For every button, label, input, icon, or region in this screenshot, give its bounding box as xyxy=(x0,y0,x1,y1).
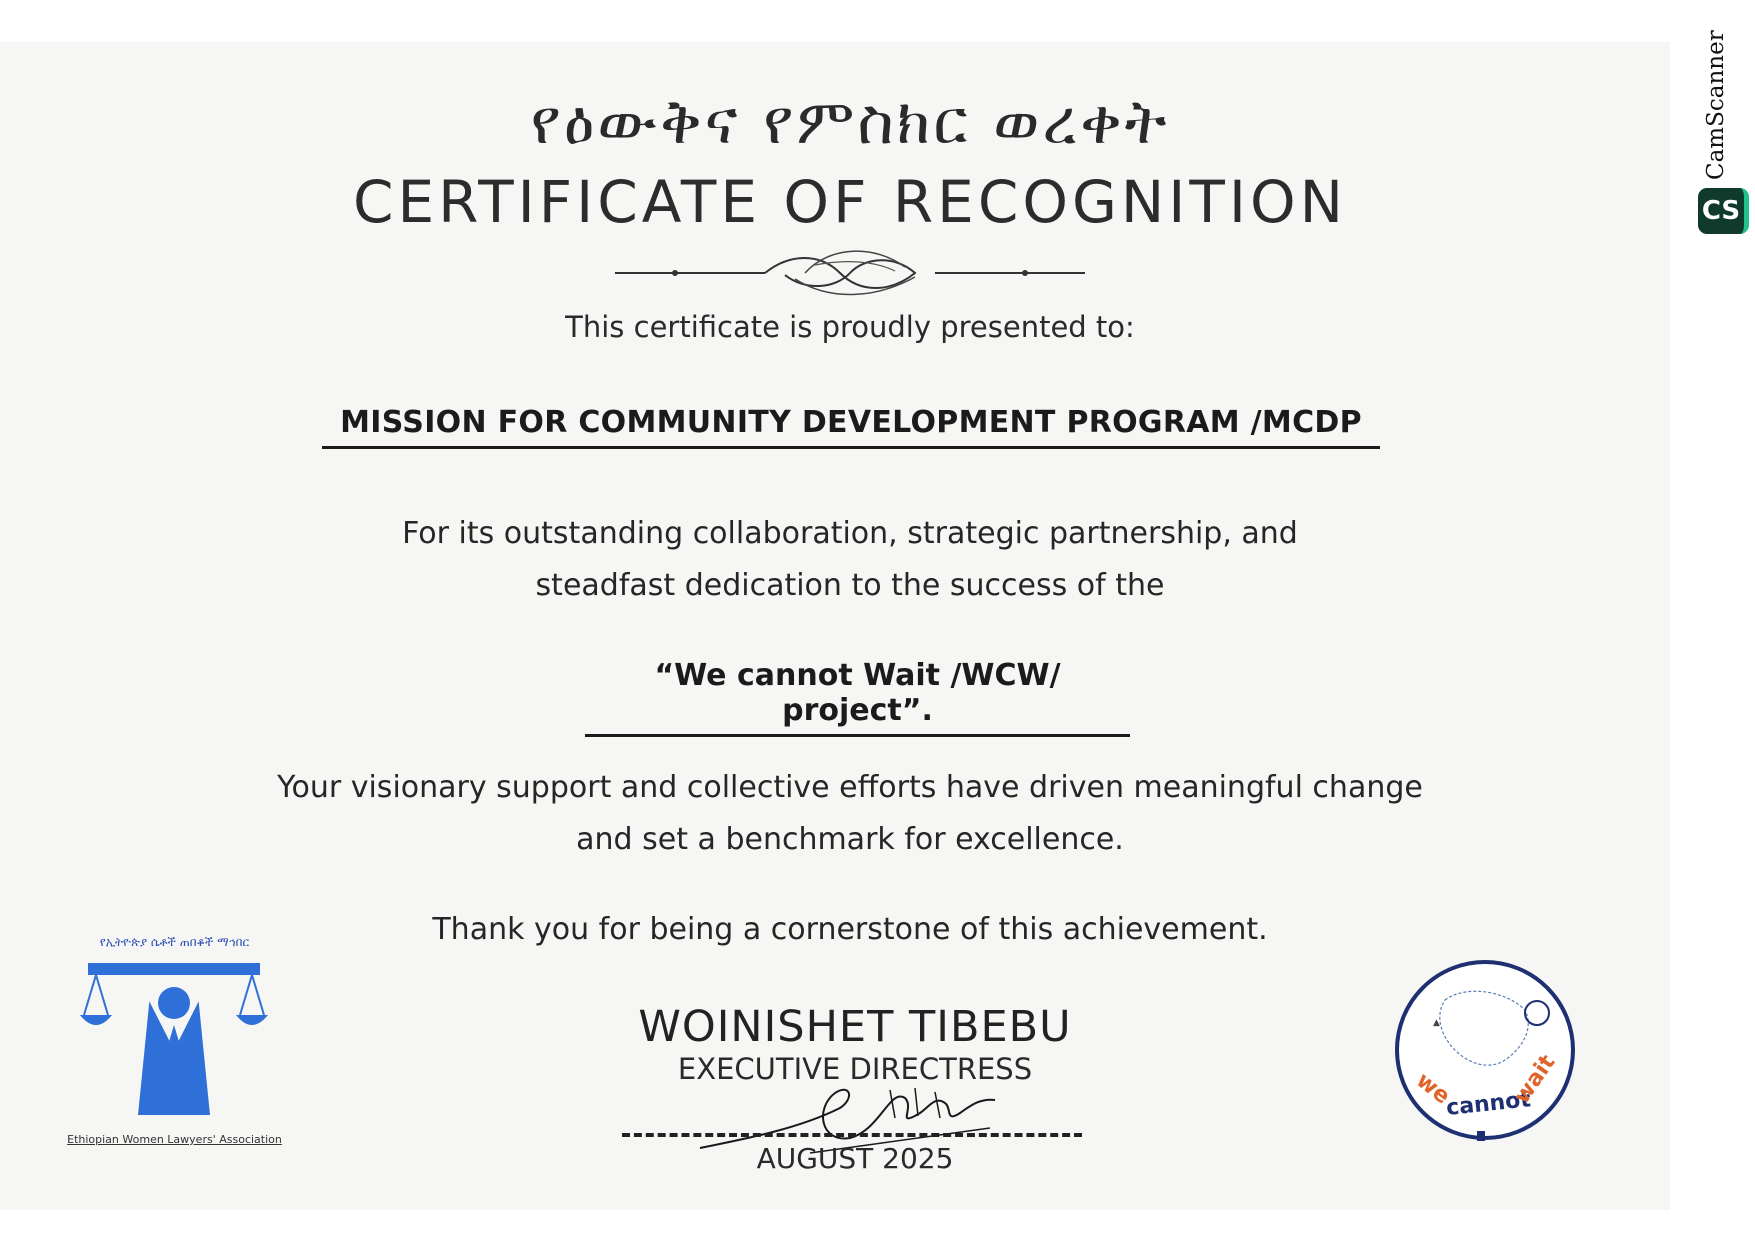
support-line-1: Your visionary support and collective efforts have driven meaningful change xyxy=(277,770,1423,805)
signatory-title: EXECUTIVE DIRECTRESS xyxy=(677,1052,1033,1086)
certificate-date: AUGUST 2025 xyxy=(756,1142,954,1175)
certificate-title: CERTIFICATE OF RECOGNITION xyxy=(353,168,1347,236)
wcw-word-cannot: cannot xyxy=(1445,1087,1533,1121)
ewla-logo xyxy=(62,935,287,1155)
thank-you-text: Thank you for being a cornerstone of this achievement. xyxy=(432,912,1268,947)
signatory-name: WOINISHET TIBEBU xyxy=(638,1002,1072,1052)
svg-text:▲: ▲ xyxy=(1433,1018,1440,1028)
project-name: “We cannot Wait /WCW/ project”. xyxy=(585,658,1130,737)
camscanner-brand-text: CamScanner xyxy=(1703,30,1729,180)
camscanner-badge-icon: CS xyxy=(1698,188,1749,234)
presented-to-text: This certificate is proudly presented to: xyxy=(565,310,1135,344)
support-line-2: and set a benchmark for excellence. xyxy=(576,822,1124,857)
wcw-word-wait: wait xyxy=(1509,1050,1561,1109)
scales-of-justice-icon xyxy=(76,955,272,1130)
signature-line xyxy=(622,1133,1082,1139)
we-cannot-wait-logo xyxy=(1385,955,1585,1145)
ewla-amharic-name: የኢትዮጵያ ሴቶች ጠበቆች ማኅበር xyxy=(99,935,250,949)
ornament-divider xyxy=(615,245,1085,301)
amharic-title: የዕውቅና የምስክር ወረቀት xyxy=(530,85,1170,158)
citation-text xyxy=(0,508,1700,612)
citation-line-1: For its outstanding collaboration, strategic partnership, and xyxy=(402,516,1298,551)
citation-line-2: steadfast dedication to the success of the xyxy=(535,568,1165,603)
recipient-name: MISSION FOR COMMUNITY DEVELOPMENT PROGRAM /MCDP xyxy=(322,405,1380,449)
support-text xyxy=(0,762,1700,866)
ewla-english-name: Ethiopian Women Lawyers' Association xyxy=(67,1133,282,1146)
camscanner-watermark xyxy=(1695,30,1751,240)
wcw-word-we: we xyxy=(1411,1068,1455,1110)
